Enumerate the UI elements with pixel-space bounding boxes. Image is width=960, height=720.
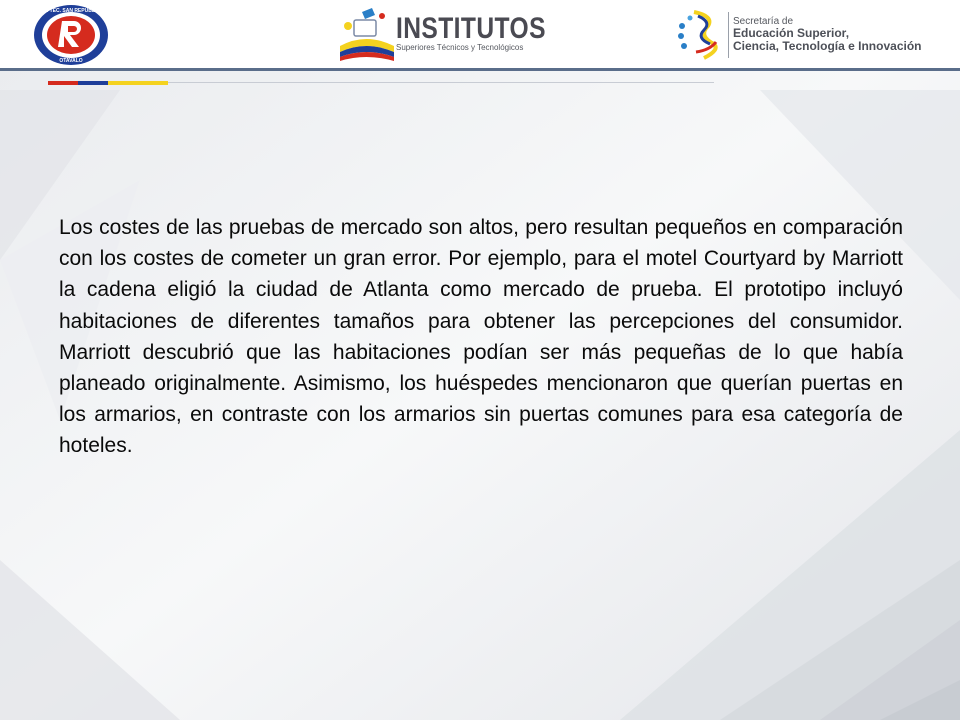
institutos-title: INSTITUTOS (396, 12, 546, 45)
header-divider (0, 68, 960, 71)
senescyt-logo-icon (674, 6, 726, 64)
flag-stripe-red (48, 81, 78, 85)
body-paragraph: Los costes de las pruebas de mercado son altos, pero resultan pequeños en comparación con los costes de cometer un gran error. Por ejemplo, para el motel Courtyard by Marriott la cadena eligió la ciudad de Atlanta como mercado de prueba. El prototipo incluyó habitaciones de diferentes tamaños para obtener las percepciones del consumidor. Marriott descubrió que las habitaciones podían ser más pequeñas de lo que había planeado originalmente. Asimismo, los huéspedes mencionaron que querían puertas en los armarios, en contraste con los armarios sin puertas comunes para esa categoría de hoteles. (59, 216, 903, 458)
svg-text:OTAVALO: OTAVALO (59, 58, 83, 64)
senescyt-line-1: Secretaría de (733, 16, 794, 27)
senescyt-line-3: Ciencia, Tecnología e Innovación (733, 39, 922, 53)
svg-text:U.E. TEC. SAN REPÚBLICA: U.E. TEC. SAN REPÚBLICA (38, 8, 104, 14)
institutos-subtitle: Superiores Técnicos y Tecnológicos (396, 43, 524, 52)
accent-rule (168, 82, 714, 83)
senescyt-divider (728, 12, 729, 58)
flag-stripe-blue (78, 81, 108, 85)
school-seal-logo (32, 4, 110, 66)
flag-stripe-yellow (108, 81, 168, 85)
senescyt-logo-text (733, 16, 943, 53)
senescyt-line-2: Educación Superior, (733, 26, 850, 40)
